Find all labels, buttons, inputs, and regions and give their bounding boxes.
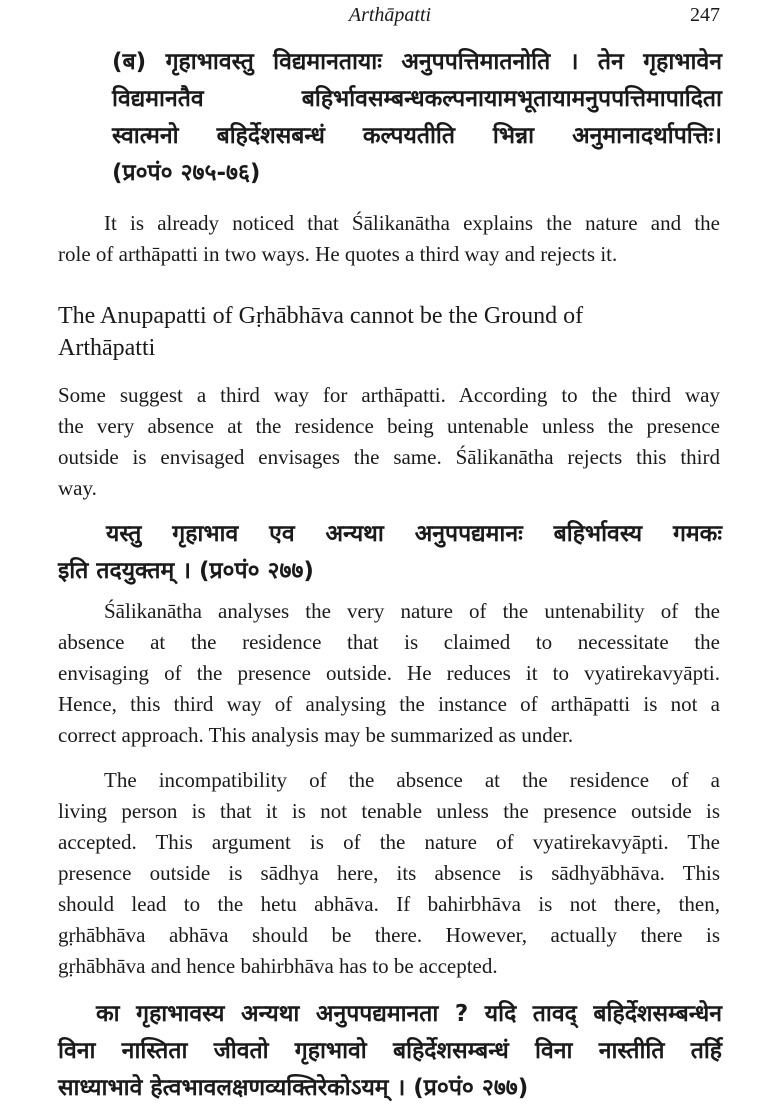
paragraph-line: should lead to the hetu abhāva. If bahirbhāva is not there, then, — [58, 892, 720, 916]
sanskrit-line: यस्तु गृहाभाव एव अन्यथा अनुपपद्यमानः बहिर्भावस्य गमकः — [106, 521, 722, 547]
heading-line: The Anupapatti of Gṛhābhāva cannot be the Ground of — [58, 303, 584, 329]
paragraph-line: gṛhābhāva abhāva should be there. However, actually there is — [58, 923, 720, 947]
paragraph-line: outside is envisaged envisages the same. Śālikanātha rejects this third — [58, 445, 720, 469]
paragraph-line: the very absence at the residence being untenable unless the presence — [58, 414, 720, 438]
heading-line: Arthāpatti — [58, 335, 156, 361]
sanskrit-line: स्वात्मनो बहिर्देशसबन्धं कल्पयतीति भिन्ना अनुमानादर्थापत्तिः। — [112, 123, 722, 149]
paragraph-3 — [58, 596, 720, 751]
section-heading — [58, 300, 720, 364]
sanskrit-line: साध्याभावे हेत्वभावलक्षणव्यक्तिरेकोऽयम् । (प्र०पं० २७७) — [58, 1075, 529, 1101]
paragraph-line: role of arthāpatti in two ways. He quotes a third way and rejects it. — [58, 242, 618, 266]
sanskrit-line: का गृहाभावस्य अन्यथा अनुपपद्यमानता ? यदि तावद् बहिर्देशसम्बन्धेन — [96, 1001, 722, 1027]
paragraph-line: The incompatibility of the absence at the residence of a — [104, 768, 720, 792]
sanskrit-citation: इति तदयुक्तम् । (प्र०पं० २७७) — [58, 558, 314, 584]
paragraph-2 — [58, 380, 720, 504]
paragraph-line: Hence, this third way of analysing the instance of arthāpatti is not a — [58, 692, 720, 716]
paragraph-line: gṛhābhāva and hence bahirbhāva has to be accepted. — [58, 954, 498, 978]
paragraph-line: way. — [58, 476, 97, 500]
sanskrit-line: (ब) गृहाभावस्तु विद्यमानतायाः अनुपपत्तिमातनोति । तेन गृहाभावेन — [112, 49, 722, 75]
paragraph-line: It is already noticed that Śālikanātha explains the nature and the — [104, 211, 720, 235]
paragraph-line: presence outside is sādhya here, its absence is sādhyābhāva. This — [58, 861, 720, 885]
page-number: 247 — [690, 4, 720, 26]
running-head — [60, 4, 720, 28]
paragraph-line: absence at the residence that is claimed to necessitate the — [58, 630, 720, 654]
sanskrit-line: विना नास्तिता जीवतो गृहाभावो बहिर्देशसम्बन्धं विना नास्तीति तर्हि — [58, 1038, 722, 1064]
sanskrit-quotation-2 — [58, 516, 722, 590]
paragraph-line: accepted. This argument is of the nature of vyatirekavyāpti. The — [58, 830, 720, 854]
paragraph-1 — [58, 208, 720, 270]
sanskrit-quotation-3 — [58, 996, 722, 1107]
paragraph-line: Some suggest a third way for arthāpatti. According to the third way — [58, 383, 720, 407]
sanskrit-quotation-1 — [112, 44, 722, 192]
sanskrit-citation: (प्र०पं० २७५-७६) — [112, 160, 261, 186]
sanskrit-line: विद्यमानतैव बहिर्भावसम्बन्धकल्पनायामभूतायामनुपपत्तिमापादिता — [112, 86, 722, 112]
paragraph-line: Śālikanātha analyses the very nature of the untenability of the — [104, 599, 720, 623]
paragraph-line: living person is that it is not tenable unless the presence outside is — [58, 799, 720, 823]
paragraph-4 — [58, 765, 720, 982]
paragraph-line: correct approach. This analysis may be summarized as under. — [58, 723, 574, 747]
running-title: Arthāpatti — [348, 4, 432, 26]
paragraph-line: envisaging of the presence outside. He reduces it to vyatirekavyāpti. — [58, 661, 720, 685]
